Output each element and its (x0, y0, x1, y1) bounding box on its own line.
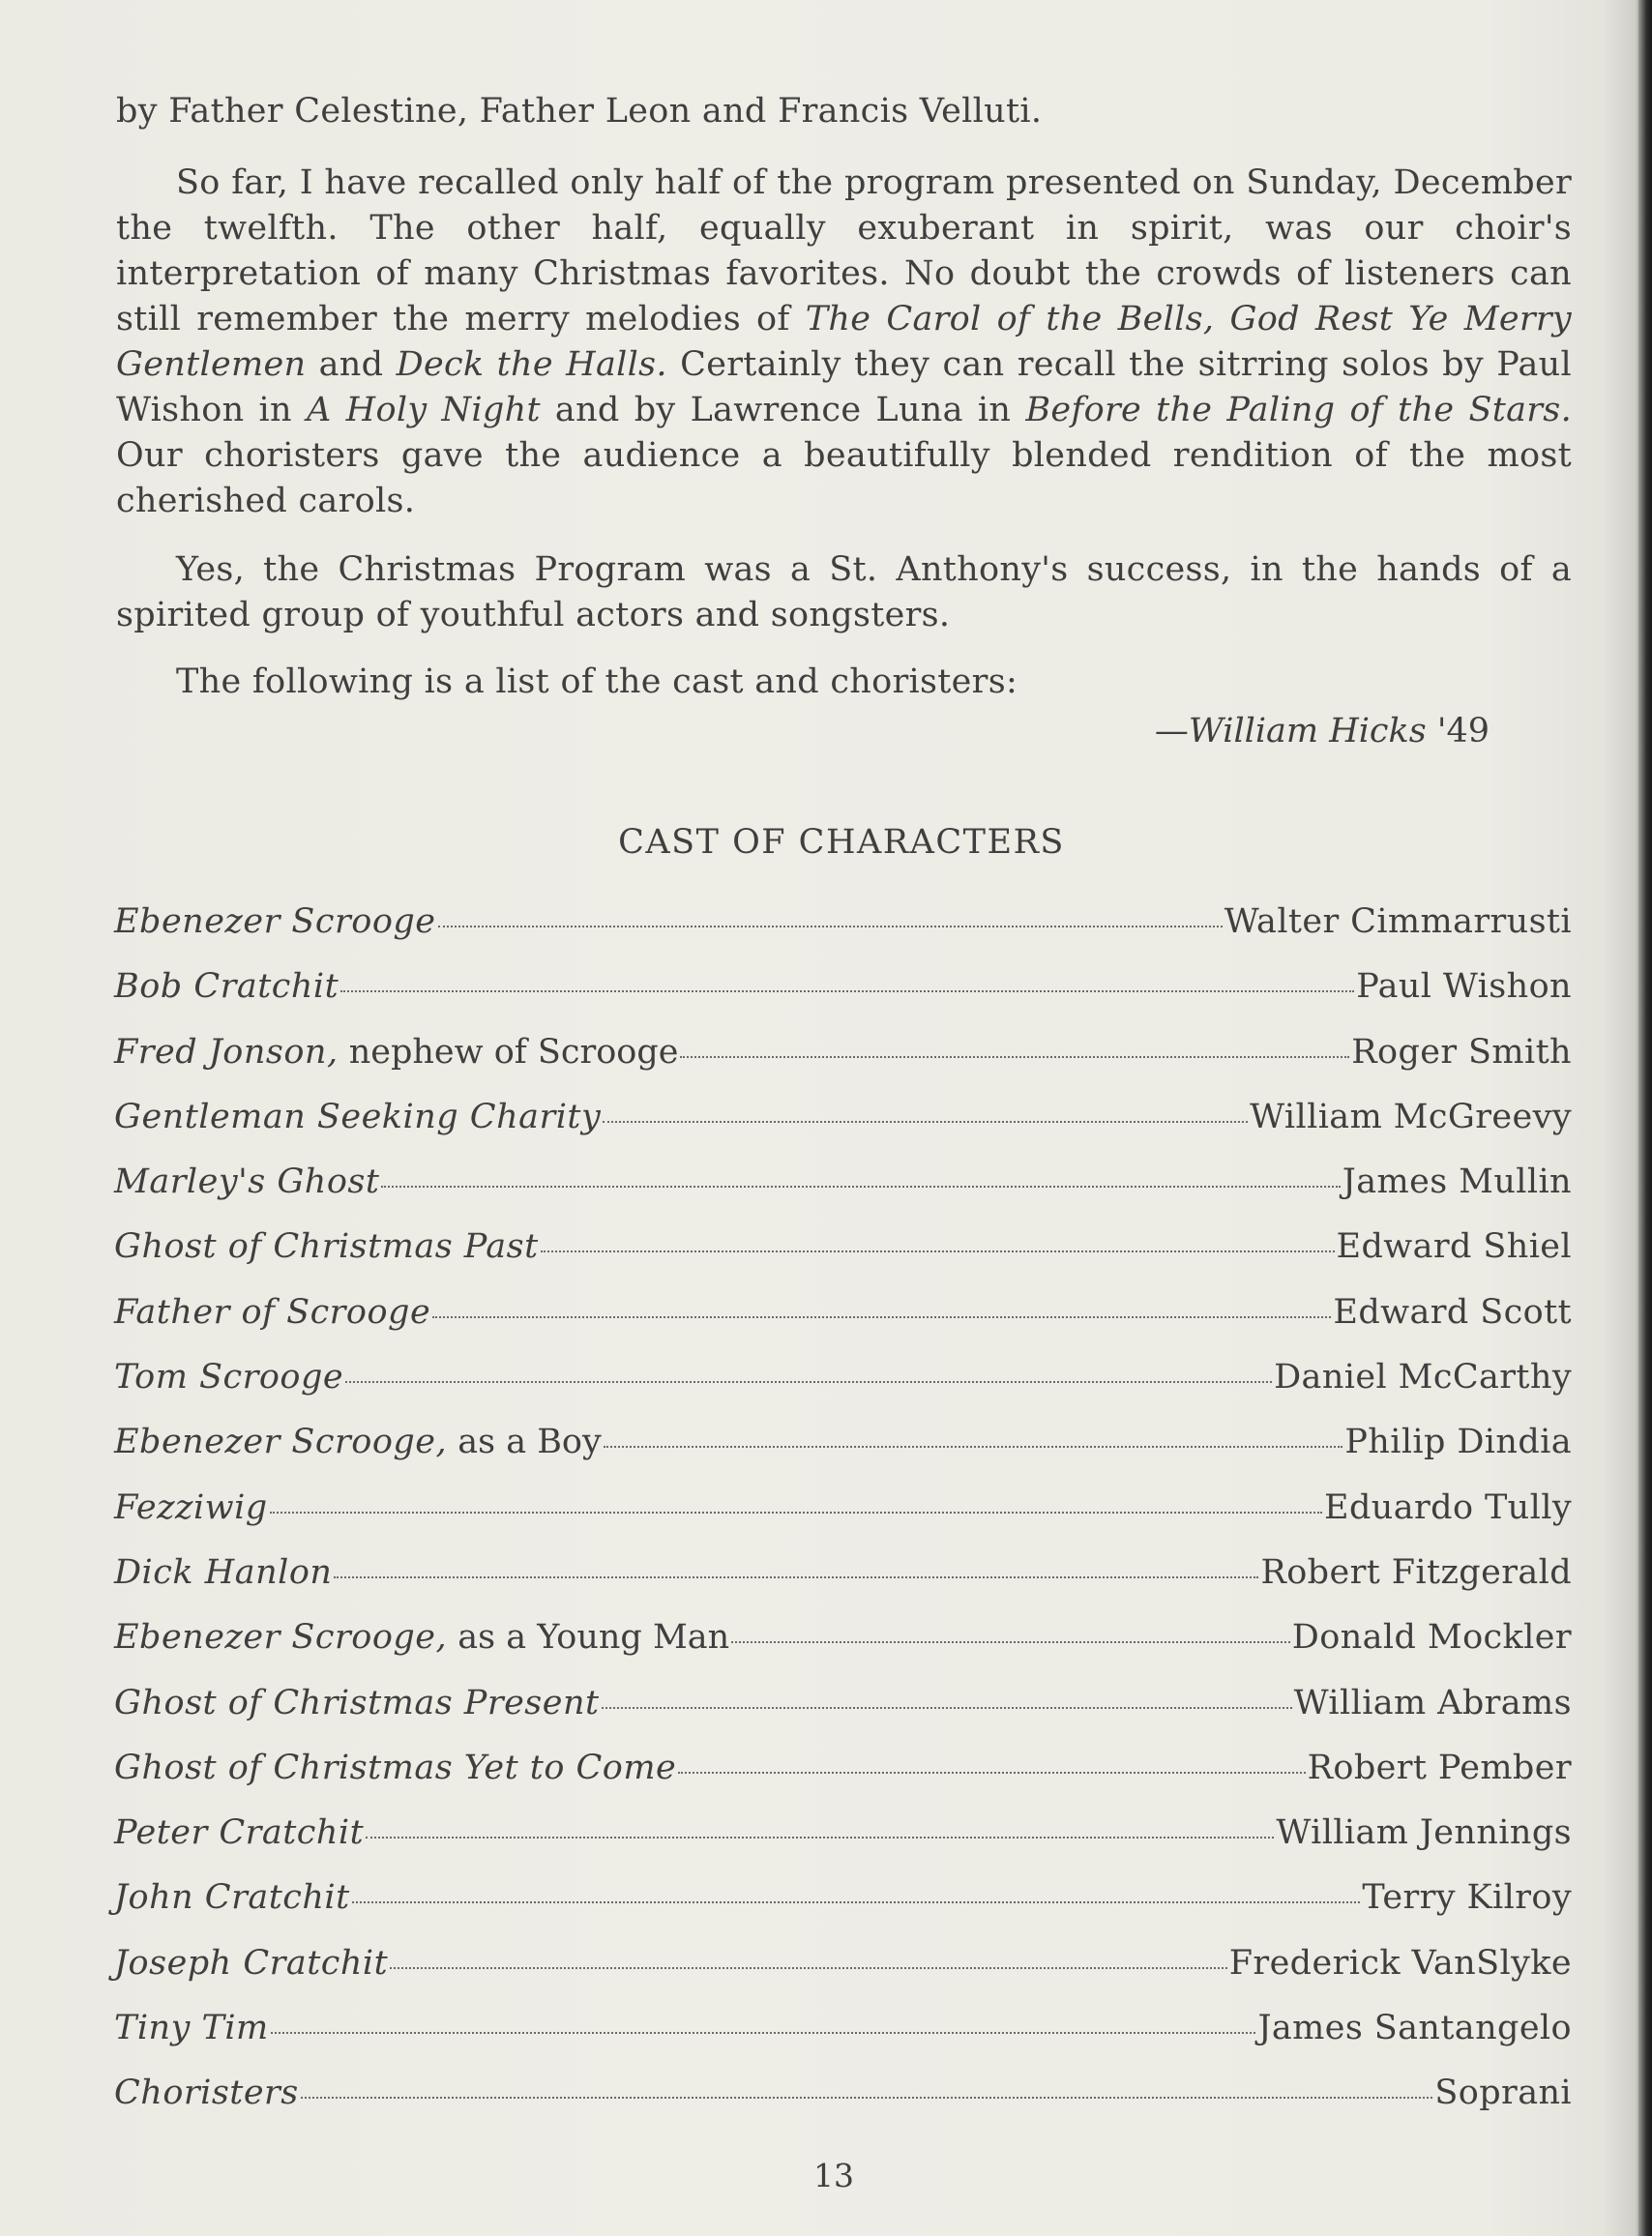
character-name: Choristers (114, 2074, 299, 2113)
actor-name: Walter Cimmarrusti (1224, 902, 1572, 941)
cast-row (114, 1290, 1572, 1355)
actor-name: Roger Smith (1351, 1032, 1572, 1072)
signature-dash: — (1154, 712, 1189, 750)
character-note: as a Boy (447, 1423, 602, 1462)
song-title-deck-halls: Deck the Halls. (396, 345, 667, 384)
dot-leader (541, 1250, 1335, 1252)
dot-leader (602, 1707, 1292, 1709)
cast-role (114, 1290, 430, 1336)
character-name: Ebenezer Scrooge, (114, 1423, 448, 1462)
cast-role (114, 1420, 602, 1465)
page-number: 13 (813, 2157, 854, 2194)
character-name: Bob Cratchit (114, 967, 339, 1007)
character-note: as a Young Man (447, 1618, 730, 1658)
paragraph-2 (116, 161, 1572, 524)
cast-row (114, 1486, 1572, 1550)
character-name: Ghost of Christmas Yet to Come (114, 1748, 677, 1787)
dot-leader (603, 1121, 1248, 1123)
cast-row (114, 2006, 1572, 2071)
cast-row (114, 1810, 1572, 1875)
actor-name: Edward Scott (1333, 1292, 1572, 1332)
character-name: Marley's Ghost (114, 1162, 380, 1202)
actor-name: James Santangelo (1257, 2009, 1572, 2048)
dot-leader (604, 1446, 1343, 1448)
dot-leader (352, 1901, 1361, 1903)
cast-role (114, 1550, 332, 1596)
dot-leader (270, 1512, 1322, 1514)
cast-row (114, 1030, 1572, 1095)
cast-role (114, 1355, 343, 1400)
paragraph-2-text-e: Our choristers gave the audience a beautifully blended rendition of the most cherished carols. (116, 436, 1572, 520)
dot-leader (345, 1381, 1272, 1383)
character-name: Joseph Cratchit (114, 1943, 389, 1983)
character-name: Ebenezer Scrooge, (114, 1618, 448, 1658)
actor-name: Soprani (1434, 2074, 1572, 2113)
character-name: Father of Scrooge (114, 1292, 431, 1332)
cast-role (114, 1095, 601, 1140)
signature-year: '49 (1426, 712, 1490, 750)
character-name: Fred Jonson, (114, 1032, 339, 1072)
cast-role (114, 1681, 600, 1726)
dot-leader (340, 990, 1354, 992)
paragraph-2-text-a: So far, I have recalled only half of the program presented on Sunday, December the twelfth. The other half, equally exuberant in spirit, was our choir's interpretation of many Christmas favorites. No doubt the crowds of listeners can still remember the merry melodies of (116, 163, 1572, 338)
dot-leader (678, 1772, 1305, 1774)
paragraph-2-text-b: and (306, 345, 397, 384)
actor-name: Donald Mockler (1291, 1618, 1572, 1658)
cast-role (114, 1615, 729, 1661)
dot-leader (381, 1186, 1340, 1188)
cast-row (114, 1420, 1572, 1485)
dot-leader (731, 1641, 1290, 1643)
cast-role (114, 1160, 379, 1205)
actor-name: Terry Kilroy (1362, 1878, 1572, 1918)
paragraph-1-text: by Father Celestine, Father Leon and Francis Velluti. (116, 92, 1043, 131)
paragraph-2-text-d: and by Lawrence Luna in (540, 391, 1026, 429)
cast-row (114, 964, 1572, 1029)
character-name: Peter Cratchit (114, 1813, 365, 1853)
character-name: Tom Scrooge (114, 1358, 344, 1398)
cast-row (114, 1941, 1572, 2006)
song-title-holy-night: A Holy Night (306, 391, 541, 429)
cast-row (114, 1681, 1572, 1746)
character-name: Ebenezer Scrooge (114, 902, 436, 941)
cast-role (114, 1810, 364, 1856)
author-signature (1155, 709, 1490, 754)
cast-row (114, 899, 1572, 964)
song-title-carol-bells: The Carol of the Bells, God Rest Ye Merry Gentlemen (116, 300, 1573, 384)
actor-name: Robert Pember (1307, 1748, 1572, 1787)
character-name: Fezziwig (114, 1487, 268, 1527)
cast-row (114, 1746, 1572, 1810)
actor-name: James Mullin (1342, 1162, 1572, 1202)
dot-leader (432, 1316, 1331, 1318)
cast-role (114, 1486, 268, 1531)
character-name: Gentleman Seeking Charity (114, 1097, 602, 1136)
actor-name: Frederick VanSlyke (1228, 1943, 1572, 1983)
book-spine-shadow (1638, 0, 1652, 2236)
dot-leader (438, 926, 1223, 927)
actor-name: William Jennings (1276, 1813, 1572, 1853)
cast-row (114, 1224, 1572, 1289)
actor-name: Daniel McCarthy (1274, 1358, 1572, 1398)
actor-name: William McGreevy (1250, 1097, 1572, 1136)
cast-role (114, 899, 436, 945)
cast-row (114, 1355, 1572, 1420)
cast-role (114, 1030, 678, 1075)
character-name: John Cratchit (114, 1878, 350, 1918)
character-name: Ghost of Christmas Past (114, 1227, 539, 1267)
character-name: Ghost of Christmas Present (114, 1683, 600, 1722)
dot-leader (680, 1056, 1349, 1058)
dot-leader (301, 2097, 1433, 2099)
cast-heading: CAST OF CHARACTERS (618, 823, 1065, 862)
cast-row (114, 1095, 1572, 1160)
actor-name: Philip Dindia (1344, 1423, 1572, 1462)
paragraph-4-text: The following is a list of the cast and choristers: (176, 662, 1018, 701)
dot-leader (334, 1576, 1258, 1578)
cast-role (114, 1746, 676, 1791)
dot-leader (271, 2032, 1256, 2034)
cast-role (114, 2006, 269, 2051)
character-name: Dick Hanlon (114, 1552, 333, 1592)
paragraph-3 (116, 547, 1572, 638)
dot-leader (390, 1967, 1227, 1969)
cast-role (114, 1224, 539, 1270)
actor-name: Edward Shiel (1336, 1227, 1572, 1267)
cast-role (114, 2071, 299, 2116)
paragraph-3-text: Yes, the Christmas Program was a St. Anthony's success, in the hands of a spirited group of youthful actors and songsters. (116, 550, 1572, 634)
cast-row (114, 1550, 1572, 1615)
paragraph-4 (116, 660, 1572, 705)
cast-role (114, 964, 339, 1010)
cast-row (114, 1615, 1572, 1680)
cast-role (114, 1941, 388, 1986)
paragraph-2-text-c: Certainly they can recall the sitrring solos by Paul Wishon in (116, 345, 1572, 429)
character-note: nephew of Scrooge (338, 1032, 679, 1072)
cast-row (114, 1160, 1572, 1224)
character-name: Tiny Tim (114, 2009, 269, 2048)
actor-name: Paul Wishon (1356, 967, 1572, 1007)
dot-leader (366, 1837, 1274, 1839)
cast-row (114, 2071, 1572, 2135)
signature-name: William Hicks (1188, 712, 1427, 750)
cast-row (114, 1875, 1572, 1940)
actor-name: Eduardo Tully (1324, 1487, 1572, 1527)
actor-name: Robert Fitzgerald (1260, 1552, 1572, 1592)
paragraph-1 (116, 89, 1572, 134)
actor-name: William Abrams (1293, 1683, 1572, 1722)
song-title-paling-stars: Before the Paling of the Stars. (1025, 391, 1572, 429)
cast-list (114, 899, 1572, 2136)
cast-role (114, 1875, 350, 1921)
